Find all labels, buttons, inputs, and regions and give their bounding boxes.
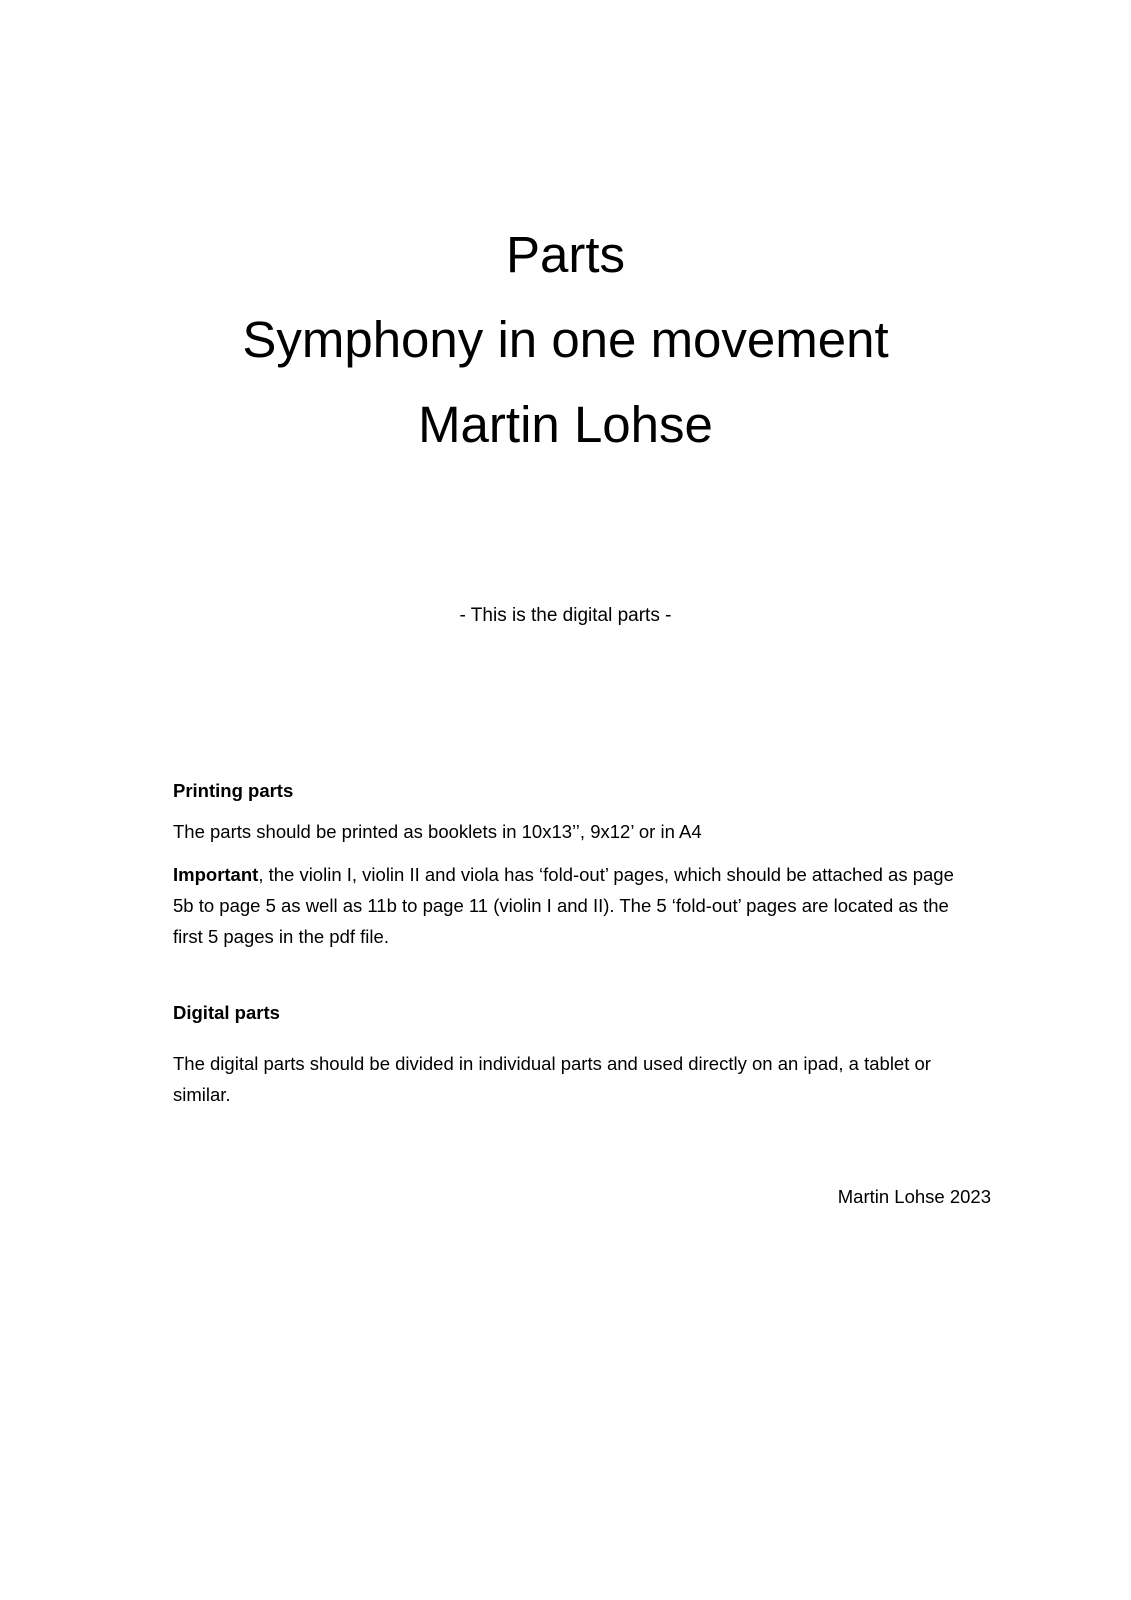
important-paragraph-line3: first 5 pages in the pdf file. [173, 926, 389, 947]
important-line1-rest: , the violin I, violin II and viola has ‘fold-out’ pages, which should be attached as page [258, 864, 954, 885]
doc-author: Martin Lohse [418, 396, 713, 453]
important-paragraph-line2: 5b to page 5 as well as 11b to page 11 (violin I and II). The 5 ‘fold-out’ pages are located as the [173, 895, 949, 916]
digital-parts-paragraph [173, 1048, 991, 1110]
printing-parts-paragraph: The parts should be printed as booklets in 10x13’’, 9x12’ or in A4 [173, 821, 702, 842]
digital-parts-heading: Digital parts [173, 1002, 280, 1023]
signature-line: Martin Lohse 2023 [837, 1186, 991, 1207]
doc-work-title: Symphony in one movement [242, 311, 889, 368]
printing-parts-heading: Printing parts [173, 780, 294, 801]
important-paragraph [173, 859, 991, 952]
title-block [0, 212, 1131, 467]
doc-title: Parts [505, 226, 626, 283]
important-paragraph-line1 [173, 859, 991, 890]
digital-parts-note: - This is the digital parts - [459, 605, 672, 626]
digital-paragraph-line1: The digital parts should be divided in individual parts and used directly on an ipad, a tablet or [173, 1053, 931, 1074]
important-label: Important [173, 864, 259, 885]
digital-paragraph-line2: similar. [173, 1084, 231, 1105]
